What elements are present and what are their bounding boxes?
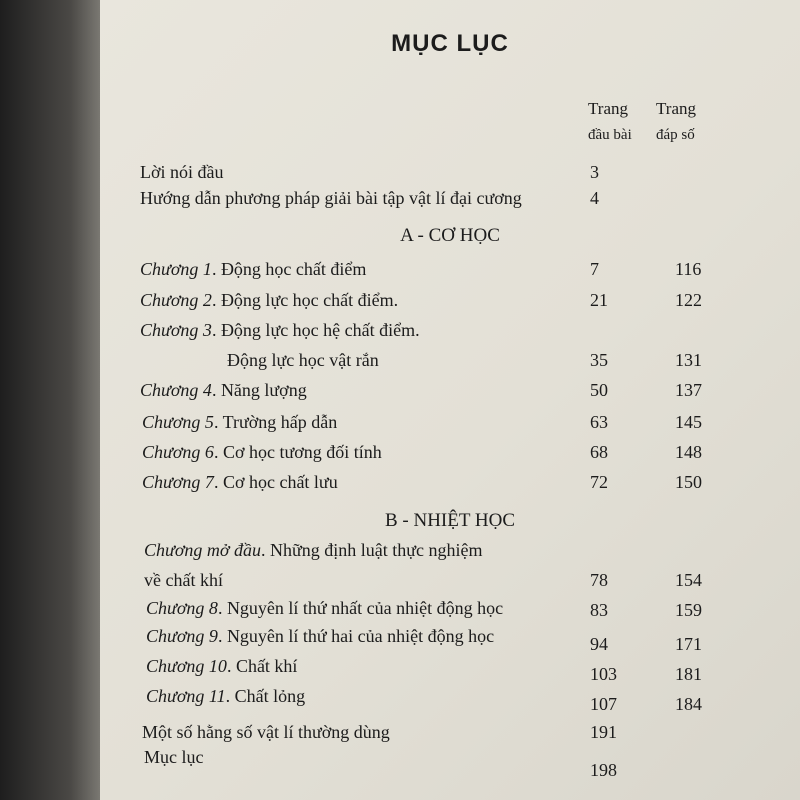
toc-entry-title: Mục lục (144, 747, 204, 767)
column-header-start-page-line2: đầu bài (588, 127, 632, 143)
toc-entry (142, 472, 338, 493)
toc-entry-chapter-label: Chương 10 (146, 656, 227, 676)
toc-entry-title: . Động lực học hệ chất điểm. (211, 320, 420, 340)
toc-entry-start-page: 198 (590, 760, 617, 780)
toc-entry (140, 162, 224, 183)
column-header-answer-page-line1: Trang (656, 99, 696, 118)
toc-entry-chapter-label: Chương 6 (142, 442, 214, 462)
toc-entry (146, 686, 305, 707)
toc-entry-answer-page: 137 (675, 380, 702, 400)
toc-entry-chapter-label: Chương 5 (142, 412, 214, 432)
toc-entry-title: . Động học chất điểm (211, 259, 367, 279)
toc-entry-title: . Động lực học chất điểm. (211, 290, 399, 310)
toc-entry (227, 350, 379, 371)
toc-entry (140, 290, 398, 311)
toc-entry-start-page: 191 (590, 722, 617, 742)
toc-entry-title: Động lực học vật rắn (227, 350, 379, 370)
toc-entry-start-page: 68 (590, 442, 608, 462)
toc-entry-start-page: 3 (590, 162, 599, 182)
toc-entry-answer-page: 159 (675, 600, 702, 620)
toc-entry (144, 540, 483, 561)
toc-entry-answer-page: 181 (675, 664, 702, 684)
toc-entry-answer-page: 171 (675, 634, 702, 654)
book-page (100, 0, 800, 800)
toc-entry-chapter-label: Chương 7 (142, 472, 214, 492)
toc-entry (140, 188, 522, 209)
toc-entry-answer-page: 184 (675, 694, 702, 714)
section-heading-thermodynamics: B - NHIỆT HỌC (384, 510, 515, 531)
toc-entry-chapter-label: Chương 8 (146, 598, 218, 618)
toc-entry-title: . Nguyên lí thứ hai của nhiệt động học (217, 626, 495, 646)
toc-entry (146, 656, 297, 677)
toc-entry-title: Một số hằng số vật lí thường dùng (142, 722, 390, 742)
section-heading-mechanics: A - CƠ HỌC (400, 225, 500, 246)
toc-entry-chapter-label: Chương 2 (140, 290, 212, 310)
toc-entry-start-page: 83 (590, 600, 608, 620)
column-header-answer-page-line2: đáp số (656, 127, 695, 143)
toc-entry-chapter-label: Chương mở đầu (144, 540, 262, 560)
toc-entry-title: Lời nói đầu (140, 162, 224, 182)
toc-entry (140, 320, 420, 341)
toc-entry-answer-page: 150 (675, 472, 702, 492)
toc-entry-start-page: 4 (590, 188, 599, 208)
toc-entry-answer-page: 122 (675, 290, 702, 310)
toc-entry-start-page: 7 (590, 259, 599, 279)
toc-entry-title: về chất khí (144, 570, 223, 590)
toc-entry-chapter-label: Chương 3 (140, 320, 212, 340)
toc-entry (140, 259, 366, 280)
toc-entry (144, 747, 203, 768)
toc-entry-start-page: 63 (590, 412, 608, 432)
toc-entry-chapter-label: Chương 11 (146, 686, 226, 706)
toc-entry-title: . Những định luật thực nghiệm (261, 540, 483, 560)
toc-entry-title: . Nguyên lí thứ nhất của nhiệt động học (217, 598, 504, 618)
toc-entry-chapter-label: Chương 9 (146, 626, 218, 646)
toc-entry-answer-page: 148 (675, 442, 702, 462)
toc-entry-start-page: 78 (590, 570, 608, 590)
toc-entry-start-page: 35 (590, 350, 608, 370)
toc-entry-title: . Cơ học chất lưu (213, 472, 338, 492)
toc-entry-title: . Năng lượng (211, 380, 307, 400)
toc-entry-title: Hướng dẫn phương pháp giải bài tập vật lí đại cương (140, 188, 522, 208)
column-header-answer-page (656, 96, 696, 148)
column-header-start-page-line1: Trang (588, 99, 628, 118)
toc-entry-start-page: 94 (590, 634, 608, 654)
toc-entry-answer-page: 145 (675, 412, 702, 432)
toc-entry (142, 442, 382, 463)
toc-entry (146, 626, 494, 647)
toc-entry (142, 722, 390, 743)
page-title: MỤC LỤC (391, 30, 509, 57)
column-header-start-page (588, 96, 632, 148)
toc-entry-title: . Cơ học tương đối tính (213, 442, 382, 462)
toc-entry-start-page: 103 (590, 664, 617, 684)
toc-entry-chapter-label: Chương 4 (140, 380, 212, 400)
toc-entry-start-page: 50 (590, 380, 608, 400)
toc-entry-answer-page: 154 (675, 570, 702, 590)
toc-entry-start-page: 72 (590, 472, 608, 492)
book-gutter-shadow (0, 0, 100, 800)
toc-entry (140, 380, 307, 401)
toc-entry (142, 412, 337, 433)
toc-entry-title: . Trường hấp dẫn (213, 412, 338, 432)
toc-entry-title: . Chất khí (226, 656, 298, 676)
toc-entry-start-page: 21 (590, 290, 608, 310)
toc-entry-title: . Chất lỏng (225, 686, 306, 706)
toc-entry-answer-page: 131 (675, 350, 702, 370)
toc-entry-chapter-label: Chương 1 (140, 259, 212, 279)
toc-entry (146, 598, 503, 619)
toc-entry (144, 570, 223, 591)
toc-entry-answer-page: 116 (675, 259, 702, 279)
toc-entry-start-page: 107 (590, 694, 617, 714)
